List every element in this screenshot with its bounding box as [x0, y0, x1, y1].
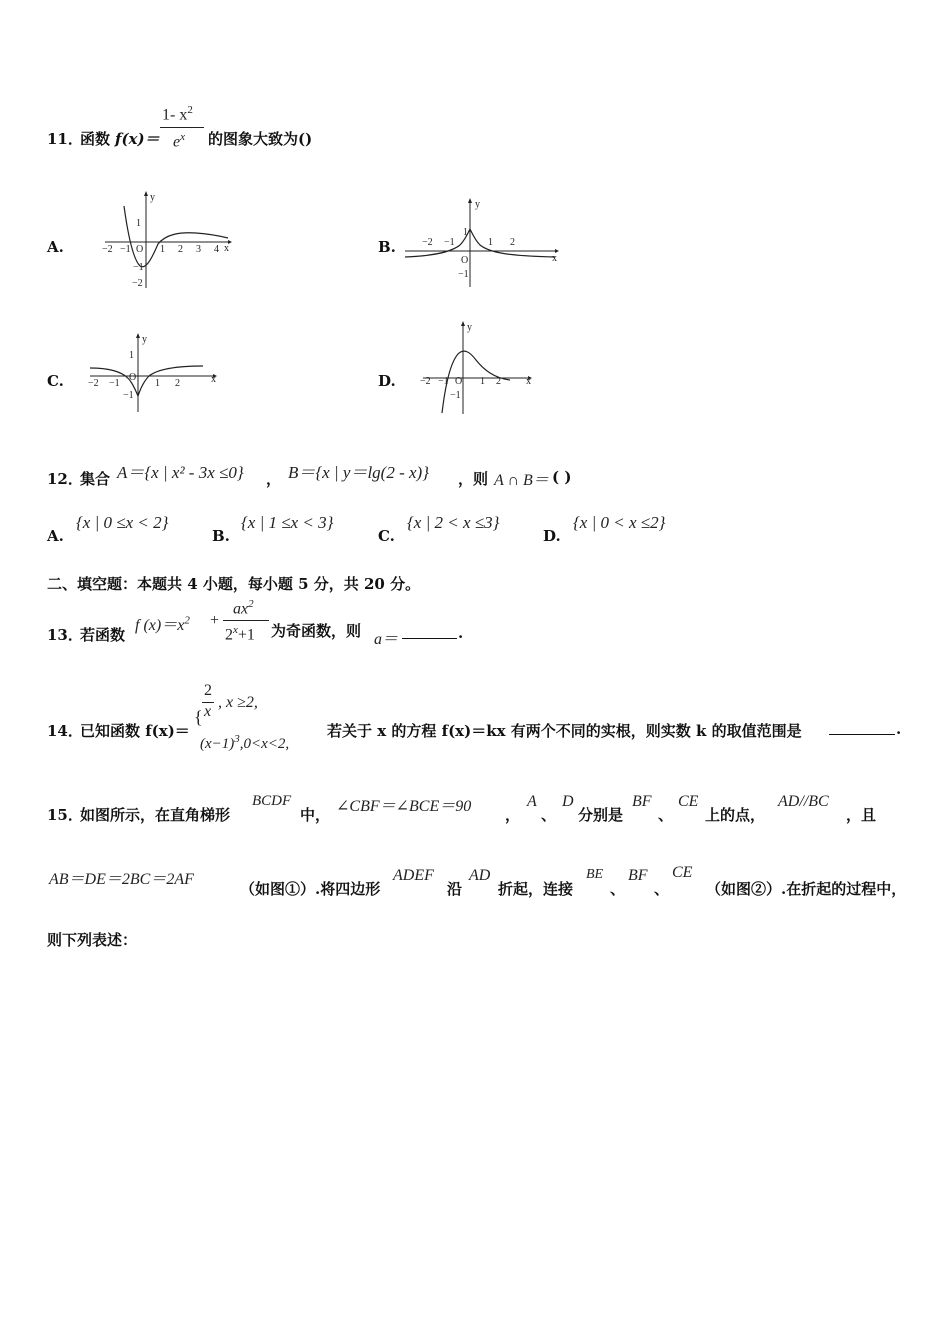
q15-l1-text: ，且: [846, 806, 877, 824]
graph-c-tick: 1: [155, 378, 160, 389]
q11-suffix: 的图象大致为(): [208, 130, 313, 148]
q15-l1-math: D: [562, 793, 574, 810]
q11-graph-c[interactable]: [85, 330, 220, 415]
graph-d-y-label: y: [467, 322, 472, 333]
q15-l1-math: BCDF: [252, 793, 292, 809]
graph-a-tick: −2: [132, 278, 143, 289]
q12-option-d-value[interactable]: {x | 0 < x ≤2}: [573, 513, 666, 532]
graph-d-tick: −1: [438, 376, 449, 387]
graph-b-tick: 2: [510, 237, 515, 248]
graph-c-tick: −1: [109, 378, 120, 389]
q15-l1-text: ，: [505, 806, 521, 824]
q15-l1-text: 中，: [300, 806, 331, 824]
graph-c-tick: 1: [129, 350, 134, 361]
q15-l1-text: 如图所示，在直角梯形: [80, 806, 231, 824]
q12-option-c-label[interactable]: C.: [378, 527, 395, 545]
q14-case2: $(x-1)^3,0<x<2$,: [200, 733, 290, 752]
q15-l2-text: 折起，连接: [498, 880, 574, 898]
q11-number: 11．: [47, 130, 83, 148]
graph-b-tick: O: [461, 255, 469, 266]
q11-option-b-label[interactable]: B.: [378, 238, 396, 256]
q12-number: 12．: [47, 470, 83, 488]
q12-set-b: B＝{x | y＝lg(2 - x)}: [288, 463, 429, 482]
graph-c-x-label: x: [211, 374, 216, 385]
graph-c-tick: O: [129, 372, 137, 383]
graph-b-x-label: x: [552, 253, 557, 264]
q15-l1-text: 分别是: [578, 806, 624, 824]
graph-a-tick: 4: [214, 244, 219, 255]
section-2-heading: 二、填空题：本题共 4 小题，每小题 5 分，共 20 分。: [47, 575, 421, 593]
q15-l2-text: （如图①）.将四边形: [240, 880, 381, 898]
q14-answer-blank[interactable]: [829, 718, 895, 735]
q15-l1-math: ∠CBF＝∠BCE＝90: [336, 798, 472, 815]
q11-prefix: 函数: [80, 130, 111, 148]
q15-l2-text: （如图②）.在折起的过程中，: [706, 880, 907, 898]
q14-text: 若关于 x 的方程 f(x)＝kx 有两个不同的实根，则实数 k 的取值范围是: [327, 722, 802, 740]
q12-suffix-pre: ，则: [458, 470, 489, 488]
graph-d-tick: −2: [420, 376, 431, 387]
q14-case1-den: x: [204, 703, 212, 720]
graph-d-tick: 2: [496, 376, 501, 387]
graph-c-tick: 2: [175, 378, 180, 389]
q13-number: 13．: [47, 626, 83, 644]
graph-a-tick: 3: [196, 244, 201, 255]
q12-prefix: 集合: [80, 470, 111, 488]
graph-d-tick: −1: [450, 390, 461, 401]
q15-l2-text: 沿: [447, 880, 463, 898]
q12-option-a-value[interactable]: {x | 0 ≤x < 2}: [76, 513, 169, 532]
graph-c-y-label: y: [142, 334, 147, 345]
graph-a-y-label: y: [150, 192, 155, 203]
graph-a-tick: 1: [160, 244, 165, 255]
q15-l2-math: CE: [672, 864, 693, 881]
q12-option-a-label[interactable]: A.: [47, 527, 64, 545]
q11-fraction-bar: [160, 127, 204, 128]
graph-d-x-label: x: [526, 376, 531, 387]
q15-l2-math: BE: [586, 867, 604, 882]
graph-a-tick: 2: [178, 244, 183, 255]
q15-number: 15．: [47, 806, 83, 824]
graph-a-tick: O: [136, 244, 144, 255]
q15-l2-math: AB＝DE＝2BC＝2AF: [49, 871, 194, 888]
q15-l2-math: BF: [628, 867, 648, 884]
q12-expr: A ∩ B＝: [494, 472, 549, 489]
q11-numerator: 1- $x^2$: [162, 104, 193, 124]
q15-l2-text: 、: [610, 880, 626, 898]
q15-l2-math: AD: [469, 867, 491, 884]
q15-l1-math: A: [527, 793, 537, 810]
q11-denominator: $e^x$: [173, 131, 185, 151]
q11-option-c-label[interactable]: C.: [47, 372, 64, 390]
q11-graph-b[interactable]: [400, 195, 565, 290]
q15-l1-math: BF: [632, 793, 652, 810]
graph-c-tick: −1: [123, 390, 134, 401]
q13-answer-blank[interactable]: [402, 622, 457, 639]
q13-var: a＝: [374, 631, 399, 648]
q13-numerator: $ax^2$: [233, 598, 254, 618]
q11-graph-a[interactable]: [100, 188, 235, 293]
q14-brace: {: [194, 707, 203, 727]
q15-l2-math: ADEF: [393, 867, 434, 884]
q12-option-c-value[interactable]: {x | 2 < x ≤3}: [407, 513, 500, 532]
graph-b-tick: −1: [444, 237, 455, 248]
q15-l1-text: 、: [658, 806, 674, 824]
q15-l1-text: 上的点，: [705, 806, 766, 824]
graph-d-tick: 1: [480, 376, 485, 387]
q11-option-a-label[interactable]: A.: [47, 238, 64, 256]
q12-comma: ，: [266, 470, 282, 488]
q13-end: .: [458, 624, 464, 642]
graph-a-x-label: x: [224, 243, 229, 254]
q15-line3: 则下列表述：: [47, 931, 138, 949]
q12-set-a: A＝{x | x² - 3x ≤0}: [117, 463, 244, 482]
q13-prefix: 若函数: [80, 626, 126, 644]
graph-b-tick: −2: [422, 237, 433, 248]
graph-b-tick: 1: [488, 237, 493, 248]
q11-graph-d[interactable]: [418, 318, 538, 418]
graph-b-y-label: y: [475, 199, 480, 210]
q15-l2-text: 、: [654, 880, 670, 898]
q12-option-b-label[interactable]: B.: [212, 527, 230, 545]
q13-denominator: $2^x+1$: [225, 624, 255, 644]
q13-fx: f $(x)=x^2$: [135, 614, 190, 634]
q14-case1-num: 2: [204, 682, 212, 699]
q15-l1-text: 、: [541, 806, 557, 824]
graph-d-tick: O: [455, 376, 463, 387]
q15-l1-math: AD//BC: [778, 793, 829, 810]
graph-a-tick: −1: [133, 262, 144, 273]
q13-plus: +: [210, 612, 220, 629]
q15-l1-math: CE: [678, 793, 699, 810]
graph-c-tick: −2: [88, 378, 99, 389]
q13-fraction-bar: [223, 620, 269, 621]
graph-b-tick: 1: [463, 227, 468, 238]
q14-prefix: 已知函数 f(x)＝: [80, 722, 190, 740]
q14-end: .: [896, 720, 902, 738]
q13-mid: 为奇函数，则: [271, 622, 362, 640]
q14-number: 14．: [47, 722, 83, 740]
graph-a-tick: 1: [136, 218, 141, 229]
q12-suffix: ( ): [552, 468, 572, 486]
q12-option-d-label[interactable]: D.: [543, 527, 561, 545]
q12-option-b-value[interactable]: {x | 1 ≤x < 3}: [241, 513, 334, 532]
graph-b-tick: −1: [458, 269, 469, 280]
q11-option-d-label[interactable]: D.: [378, 372, 396, 390]
graph-a-tick: −2: [102, 244, 113, 255]
graph-a-tick: −1: [120, 244, 131, 255]
q11-fx: f(x)＝: [115, 130, 160, 148]
q14-case1-cond: , x ≥2,: [218, 694, 258, 711]
